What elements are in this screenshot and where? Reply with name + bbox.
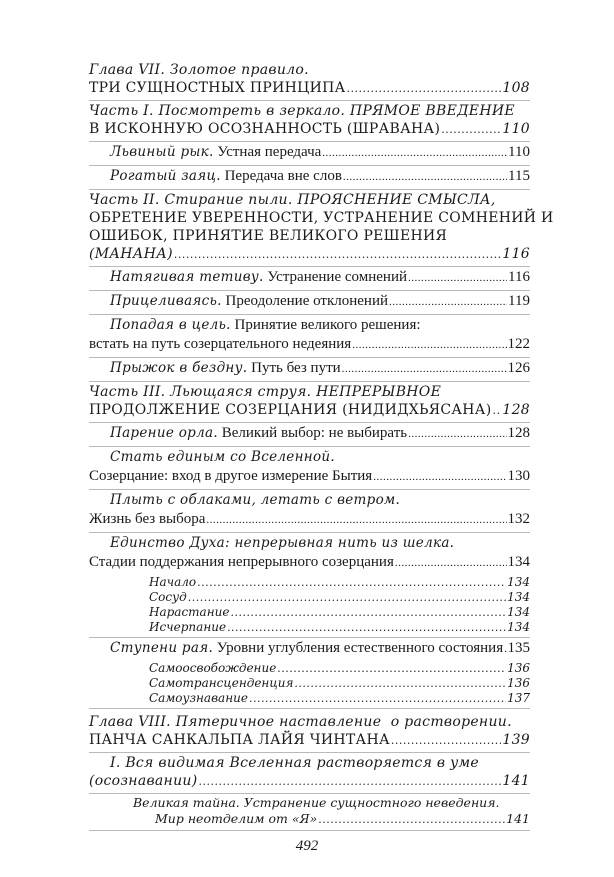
toc-subentry-label: Самоузнавание — [149, 691, 248, 705]
dot-leader — [395, 553, 507, 573]
toc-page-number: 108 — [502, 80, 530, 96]
dot-leader — [352, 335, 506, 355]
toc-page-number: 139 — [502, 732, 530, 748]
toc-entry-italic-title: Рогатый заяц. — [110, 168, 221, 184]
toc-page-number: 135 — [507, 640, 530, 656]
toc-page-number: 115 — [508, 168, 530, 184]
toc-entry-title: Часть III. Льющаяся струя. НЕПРЕРЫВНОЕ — [89, 384, 442, 400]
toc-entry-title: Часть II. Стирание пыли. ПРОЯСНЕНИЕ СМЫСЛА, — [89, 192, 496, 208]
toc-entry-part-3[interactable] — [89, 382, 530, 423]
dot-leader — [318, 811, 505, 828]
dot-leader — [230, 605, 506, 620]
dot-leader — [408, 424, 506, 444]
toc-subentry-label: Самотрансценденция — [149, 676, 294, 690]
toc-subentry-level[interactable] — [89, 661, 530, 676]
dot-leader — [441, 120, 501, 139]
toc-subentry-label: Начало — [149, 575, 197, 589]
dot-leader — [347, 79, 502, 98]
toc-entry-one-with-universe[interactable] — [89, 447, 530, 490]
dot-leader — [322, 143, 507, 163]
dot-leader — [389, 292, 507, 312]
toc-entry-text: Преодоление отклонений — [221, 293, 389, 309]
toc-page-number: 134 — [507, 575, 530, 589]
toc-page-number: 136 — [507, 676, 530, 690]
toc-page-number: 126 — [507, 360, 530, 376]
toc-page-number: 134 — [507, 605, 530, 619]
toc-entry-text: Передача вне слов — [220, 168, 342, 184]
toc-subentry-stage[interactable] — [89, 575, 530, 590]
toc-subentry-stage[interactable] — [89, 605, 530, 620]
toc-subentry-label: Нарастание — [149, 605, 230, 619]
toc-entry-italic-title: Прыжок в бездну. — [110, 360, 248, 376]
toc-entry-text-cont: Созерцание: вход в другое измерение Бытия — [89, 468, 373, 484]
dot-leader — [342, 359, 507, 379]
toc-subentry-level[interactable] — [89, 676, 530, 691]
toc-entry-italic-title: Ступени рая. — [110, 640, 214, 656]
dot-leader — [373, 467, 506, 487]
toc-entry-italic-title: Львиный рык. — [110, 144, 214, 160]
toc-entry-part-2[interactable] — [89, 190, 554, 267]
dot-leader — [188, 590, 506, 605]
toc-page-number: 128 — [502, 402, 530, 418]
toc-page-number: 141 — [502, 773, 530, 789]
toc-entry-subtitle: (МАНАНА) — [89, 246, 173, 262]
toc-entry-text: Устная передача — [213, 144, 322, 160]
dot-leader — [198, 772, 501, 791]
toc-page-number: 134 — [507, 554, 530, 570]
toc-entry-italic-title: Плыть с облаками, летать с ветром. — [110, 492, 401, 508]
toc-entry-text: Устранение сомнений — [263, 269, 407, 285]
toc-entry-hitting-target[interactable] — [89, 315, 530, 358]
toc-subentry-stage[interactable] — [89, 590, 530, 605]
toc-entry-italic-title: Натягивая тетиву. — [110, 269, 264, 285]
toc-entry-text: Путь без пути — [247, 360, 341, 376]
toc-entry-steps-of-paradise[interactable] — [89, 638, 530, 661]
dot-leader — [206, 510, 506, 530]
toc-entry-title: Глава VIII. Пятеричное наставление о растворении. — [89, 714, 512, 730]
toc-entry-float-with-clouds[interactable] — [89, 490, 530, 533]
toc-subentry-label: Сосуд — [149, 590, 187, 604]
toc-entry-text-cont: Жизнь без выбора — [89, 511, 206, 527]
toc-subentry-label: Исчерпание — [149, 620, 227, 634]
toc-page-number: 116 — [508, 269, 530, 285]
toc-entry-aiming[interactable] — [89, 291, 530, 315]
toc-entry-chapter-7[interactable] — [89, 60, 530, 101]
toc-entry-text-cont: встать на путь созерцательного недеяния — [89, 336, 352, 352]
dot-leader — [343, 167, 507, 187]
toc-entry-lion-roar[interactable] — [89, 142, 530, 166]
toc-entry-chapter-8-part-1[interactable] — [89, 753, 530, 794]
page-number: 492 — [295, 838, 319, 854]
toc-entry-unity-of-spirit[interactable] — [89, 533, 530, 575]
dot-leader — [408, 268, 507, 288]
toc-page-number: 134 — [507, 620, 530, 634]
toc-entry-leap-abyss[interactable] — [89, 358, 530, 382]
toc-entry-title: Часть I. Посмотреть в зеркало. ПРЯМОЕ ВВЕДЕНИЕ — [89, 103, 515, 119]
toc-page-number: 110 — [508, 144, 530, 160]
toc-entry-italic-title: Попадая в цель. — [110, 317, 231, 333]
toc-entry-title: Великая тайна. Устранение сущностного неведения. — [133, 795, 500, 810]
toc-entry-subtitle: ТРИ СУЩНОСТНЫХ ПРИНЦИПА — [89, 80, 346, 96]
toc-page-number: 128 — [507, 425, 530, 441]
dot-leader — [197, 575, 506, 590]
toc-entry-title: I. Вся видимая Вселенная растворяется в уме — [110, 755, 479, 771]
toc-entry-subtitle: (осознавании) — [89, 773, 198, 789]
toc-page-number: 134 — [507, 590, 530, 604]
toc-entry-subtitle: ПАНЧА САНКАЛЬПА ЛАЙЯ ЧИНТАНА — [89, 732, 390, 748]
toc-page-number: 122 — [507, 336, 530, 352]
toc-entry-horned-hare[interactable] — [89, 166, 530, 190]
toc-entry-chapter-8[interactable] — [89, 712, 530, 753]
toc-entry-text: Великий выбор: не выбирать — [217, 425, 408, 441]
toc-entry-text-cont: Стадии поддержания непрерывного созерцания — [89, 554, 394, 570]
toc-entry-subtitle: Мир неотделим от «Я» — [155, 811, 318, 826]
toc-page-number: 116 — [502, 246, 530, 262]
toc-entry-drawing-bow[interactable] — [89, 267, 530, 291]
dot-leader — [504, 639, 506, 659]
toc-entry-title: Глава VII. Золотое правило. — [89, 62, 309, 78]
dot-leader — [249, 691, 506, 706]
dot-leader — [294, 676, 506, 691]
toc-entry-subtitle: В ИСКОННУЮ ОСОЗНАННОСТЬ (ШРАВАНА) — [89, 121, 441, 137]
toc-entry-italic-title: Единство Духа: непрерывная нить из шелка. — [110, 535, 455, 551]
toc-entry-title-cont: ОБРЕТЕНИЕ УВЕРЕННОСТИ, УСТРАНЕНИЕ СОМНЕНИЙ И — [89, 210, 554, 226]
toc-entry-subtitle: ПРОДОЛЖЕНИЕ СОЗЕРЦАНИЯ (НИДИДХЬЯСАНА) — [89, 402, 492, 418]
toc-page-number: 119 — [508, 293, 530, 309]
toc-entry-part-1[interactable] — [89, 101, 530, 142]
dot-leader — [277, 661, 506, 676]
table-of-contents — [89, 60, 554, 831]
toc-entry-italic-title: Прицеливаясь. — [110, 293, 222, 309]
toc-subentry-stage[interactable] — [89, 620, 530, 638]
toc-entry-great-secret[interactable] — [89, 794, 530, 831]
toc-subentry-label: Самоосвобождение — [149, 661, 277, 675]
dot-leader — [492, 401, 501, 420]
toc-page-number: 137 — [507, 691, 530, 705]
dot-leader — [227, 620, 506, 635]
toc-page-number: 132 — [507, 511, 530, 527]
toc-entry-text: Уровни углубления естественного состояния — [213, 640, 504, 656]
toc-entry-italic-title: Стать единым со Вселенной. — [110, 449, 335, 465]
dot-leader — [391, 731, 501, 750]
toc-entry-italic-title: Парение орла. — [110, 425, 218, 441]
toc-page-number: 110 — [502, 121, 530, 137]
toc-entry-eagle-flight[interactable] — [89, 423, 530, 447]
toc-page-number: 141 — [506, 811, 530, 826]
toc-page-number: 130 — [507, 468, 530, 484]
dot-leader — [174, 245, 501, 264]
toc-entry-title-cont: ОШИБОК, ПРИНЯТИЕ ВЕЛИКОГО РЕШЕНИЯ — [89, 228, 448, 244]
toc-page-number: 136 — [507, 661, 530, 675]
toc-entry-text: Принятие великого решения: — [230, 317, 421, 333]
toc-subentry-level[interactable] — [89, 691, 530, 709]
